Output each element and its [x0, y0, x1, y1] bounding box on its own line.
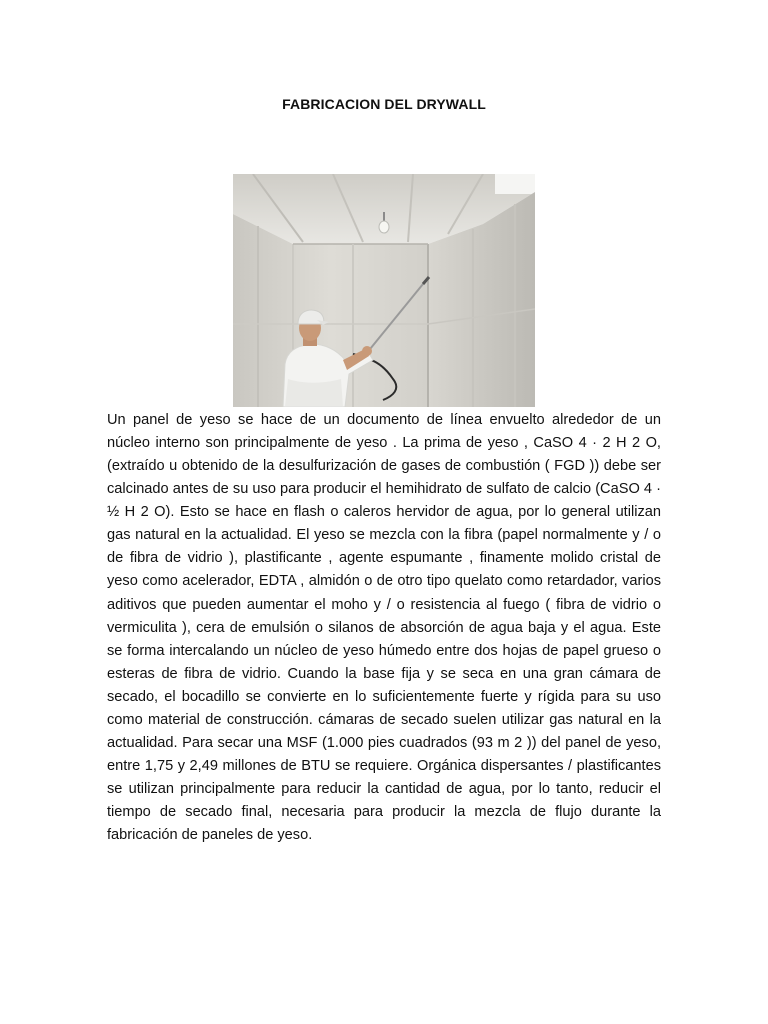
document-body-paragraph: Un panel de yeso se hace de un documento de línea envuelto alrededor de un núcleo interno son principalmente de yeso . La prima de yeso , CaSO 4 · 2 H 2 O, (extraído u obtenido de la desulfurización de gases de combustión ( FGD )) debe ser calcinado antes de su uso para producir el hemihidrato de sulfato de calcio (CaSO 4 · ½ H 2 O). Esto se hace en flash o caleros hervidor de agua, por lo general utilizan gas natural en la actualidad. El yeso se mezcla con la fibra (papel normalmente y / o de fibra de vidrio ), plastificante , agente espumante , finamente molido cristal de yeso como acelerador, EDTA , almidón o de otro tipo quelato como retardador, varios aditivos que pueden aumentar el moho y / o resistencia al fuego ( fibra de vidrio o vermiculita ), cera de emulsión o silanos de absorción de agua baja y el agua. Este se forma intercalando un núcleo de yeso húmedo entre dos hojas de papel grueso o esteras de fibra de vidrio. Cuando la base fija y se seca en una gran cámara de secado, el bocadillo se convierte en lo suficientemente fuerte y rígida para su uso como material de construcción. cámaras de secado suelen utilizar gas natural en la actualidad. Para secar una MSF (1.000 pies cuadrados (93 m 2 )) del panel de yeso, entre 1,75 y 2,49 millones de BTU se requiere. Orgánica dispersantes / plastificantes se utilizan principalmente para reducir la cantidad de agua, por lo tanto, reducir el tiempo de secado final, necesaria para producir la mezcla de flujo durante la fabricación de paneles de yeso. [107, 412, 661, 844]
drywall-worker-photo [233, 174, 535, 407]
document-title: FABRICACION DEL DRYWALL [282, 96, 486, 112]
worker-painting-drywall-photo [233, 174, 535, 407]
